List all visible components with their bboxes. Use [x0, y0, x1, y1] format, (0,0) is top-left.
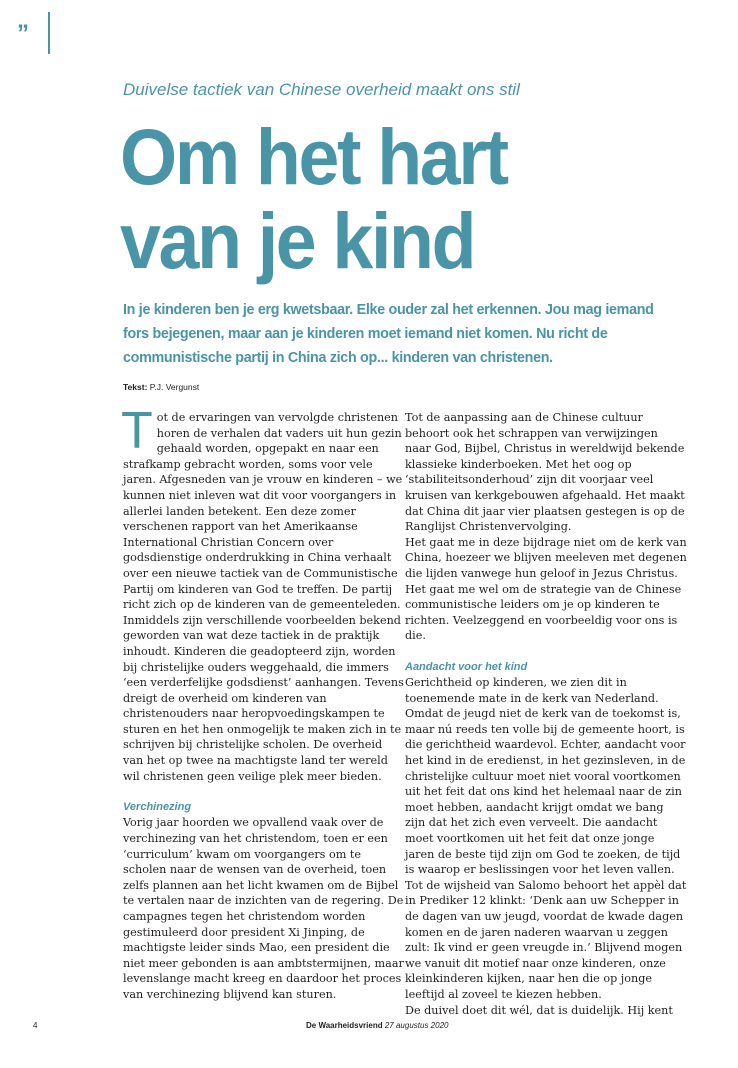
- paragraph: Het gaat me in deze bijdrage niet om de kerk van China, hoezeer we blijven meeleven met degenen die lijden vanwege hun geloof in Jezus Christus. Het gaat me wel om de strategie van de Chinese communistische leiders om je op kinderen te richten. Veelzeggend en voorbeeldig voor ons is die.: [405, 535, 687, 643]
- article-title: [120, 112, 507, 285]
- page-number: 4: [33, 1021, 38, 1030]
- publication-name: De Waarheidsvriend: [306, 1021, 383, 1030]
- column-left: [121, 402, 405, 1003]
- paragraph: Tot de aanpassing aan de Chinese cultuur behoort ook het schrappen van verwijzingen naar God, Bijbel, Christus in wereldwijd bekende klassieke kinderboeken. Met het oog op ‘stabiliteitsonderhoud’ zijn dit voorjaar veel kruisen van kerkgebouwen afgehaald. Het maakt dat China dit jaar vier plaatsen gestegen is op de Ranglijst Christenvervolging.: [405, 411, 685, 534]
- publication-date: 27 augustus 2020: [384, 1021, 449, 1030]
- byline-author: P.J. Vergunst: [149, 382, 200, 392]
- article-lead: In je kinderen ben je erg kwetsbaar. Elke ouder zal het erkennen. Jou mag iemand fors bejegenen, maar aan je kinderen moet iemand niet komen. Nu richt de communistische partij in China zich op... kinderen van christenen.: [123, 302, 654, 366]
- subheading-aandacht: Aandacht voor het kind: [405, 660, 528, 673]
- decorative-divider: [48, 12, 50, 54]
- column-right: [405, 410, 687, 1018]
- paragraph: [121, 402, 405, 613]
- title-line-1: Om het hart: [120, 112, 507, 201]
- drop-cap: T: [121, 402, 153, 460]
- footer-publication: [306, 1021, 448, 1030]
- title-line-2: van je kind: [120, 196, 475, 285]
- byline: [123, 382, 199, 392]
- quote-icon: ”: [17, 20, 27, 47]
- subheading-verchinezing: Verchinezing: [123, 800, 192, 813]
- paragraph: De duivel doet dit wél, dat is duidelijk. Hij kent: [405, 1003, 673, 1017]
- paragraph: Gerichtheid op kinderen, we zien dit in toenemende mate in de kerk van Nederland. Omdat de jeugd niet de kerk van de toekomst is, maar nú reeds ten volle bij de gemeente hoort, is die gerichtheid waardevol. Echter, aandacht voor het kind in de eredienst, in het gezinsleven, in de christelijke cultuur moet niet vooral voortkomen uit het feit dat ons kind het helemaal naar de zin moet hebben, aandacht krijgt omdat we bang zijn dat het zich even verveelt. Die aandacht moet voortkomen uit het feit dat onze jonge jaren de beste tijd zijn om God te zoeken, de tijd is waarop er beslissingen voor het leven vallen. Tot de wijsheid van Salomo behoort het appèl dat in Prediker 12 klinkt: ‘Denk aan uw Schepper in de dagen van uw jeugd, voordat de kwade dagen komen en de jaren naderen waarvan u zeggen zult: Ik vind er geen vreugde in.’ Blijvend mogen we vanuit dit motief naar onze kinderen, onze kleinkinderen kijken, naar hen die op jonge leeftijd al zoveel te kiezen hebben.: [405, 676, 687, 1001]
- paragraph: Vorig jaar hoorden we opvallend vaak over de verchinezing van het christendom, toen er een ‘curriculum’ kwam om voorgangers om te scholen naar de wensen van de overheid, toen zelfs plannen aan het licht kwamen om de Bijbel te vertalen naar de inzichten van de regering. De campagnes tegen het christendom worden gestimuleerd door president Xi Jinping, de machtigste leider sinds Mao, een president die niet meer gebonden is aan ambtstermijnen, maar levenslange macht kreeg en daardoor het proces van verchinezing blijvend kan sturen.: [123, 816, 404, 1001]
- article-kicker: Duivelse tactiek van Chinese overheid maakt ons stil: [123, 80, 520, 99]
- paragraph-text: ot de ervaringen van vervolgde christenen horen de verhalen dat vaders uit hun gezin gehaald worden, opgepakt en naar een strafkamp gebracht worden, soms voor vele jaren. Afgesneden van je vrouw en kinderen – we kunnen niet inleven wat dit voor voorgangers in allerlei landen betekent. Een deze zomer verschenen rapport van het Amerikaanse International Christian Concern over godsdienstige onderdrukking in China verhaalt over een nieuwe tactiek van de Communistische Partij om kinderen van God te treffen. De partij richt zich op de kinderen van de gemeenteleden.: [123, 411, 403, 612]
- byline-label: Tekst:: [123, 382, 148, 392]
- paragraph: Inmiddels zijn verschillende voorbeelden bekend geworden van wat deze tactiek in de praktijk inhoudt. Kinderen die geadopteerd zijn, worden bij christelijke ouders weggehaald, die immers ‘een verderfelijke godsdienst’ aanhangen. Tevens dreigt de overheid om kinderen van christenouders naar heropvoedingskampen te sturen en het hen onmogelijk te maken zich in te schrijven bij christelijke scholen. De overheid van het op twee na machtigste land ter wereld wil christenen geen veilige plek meer bieden.: [123, 613, 404, 783]
